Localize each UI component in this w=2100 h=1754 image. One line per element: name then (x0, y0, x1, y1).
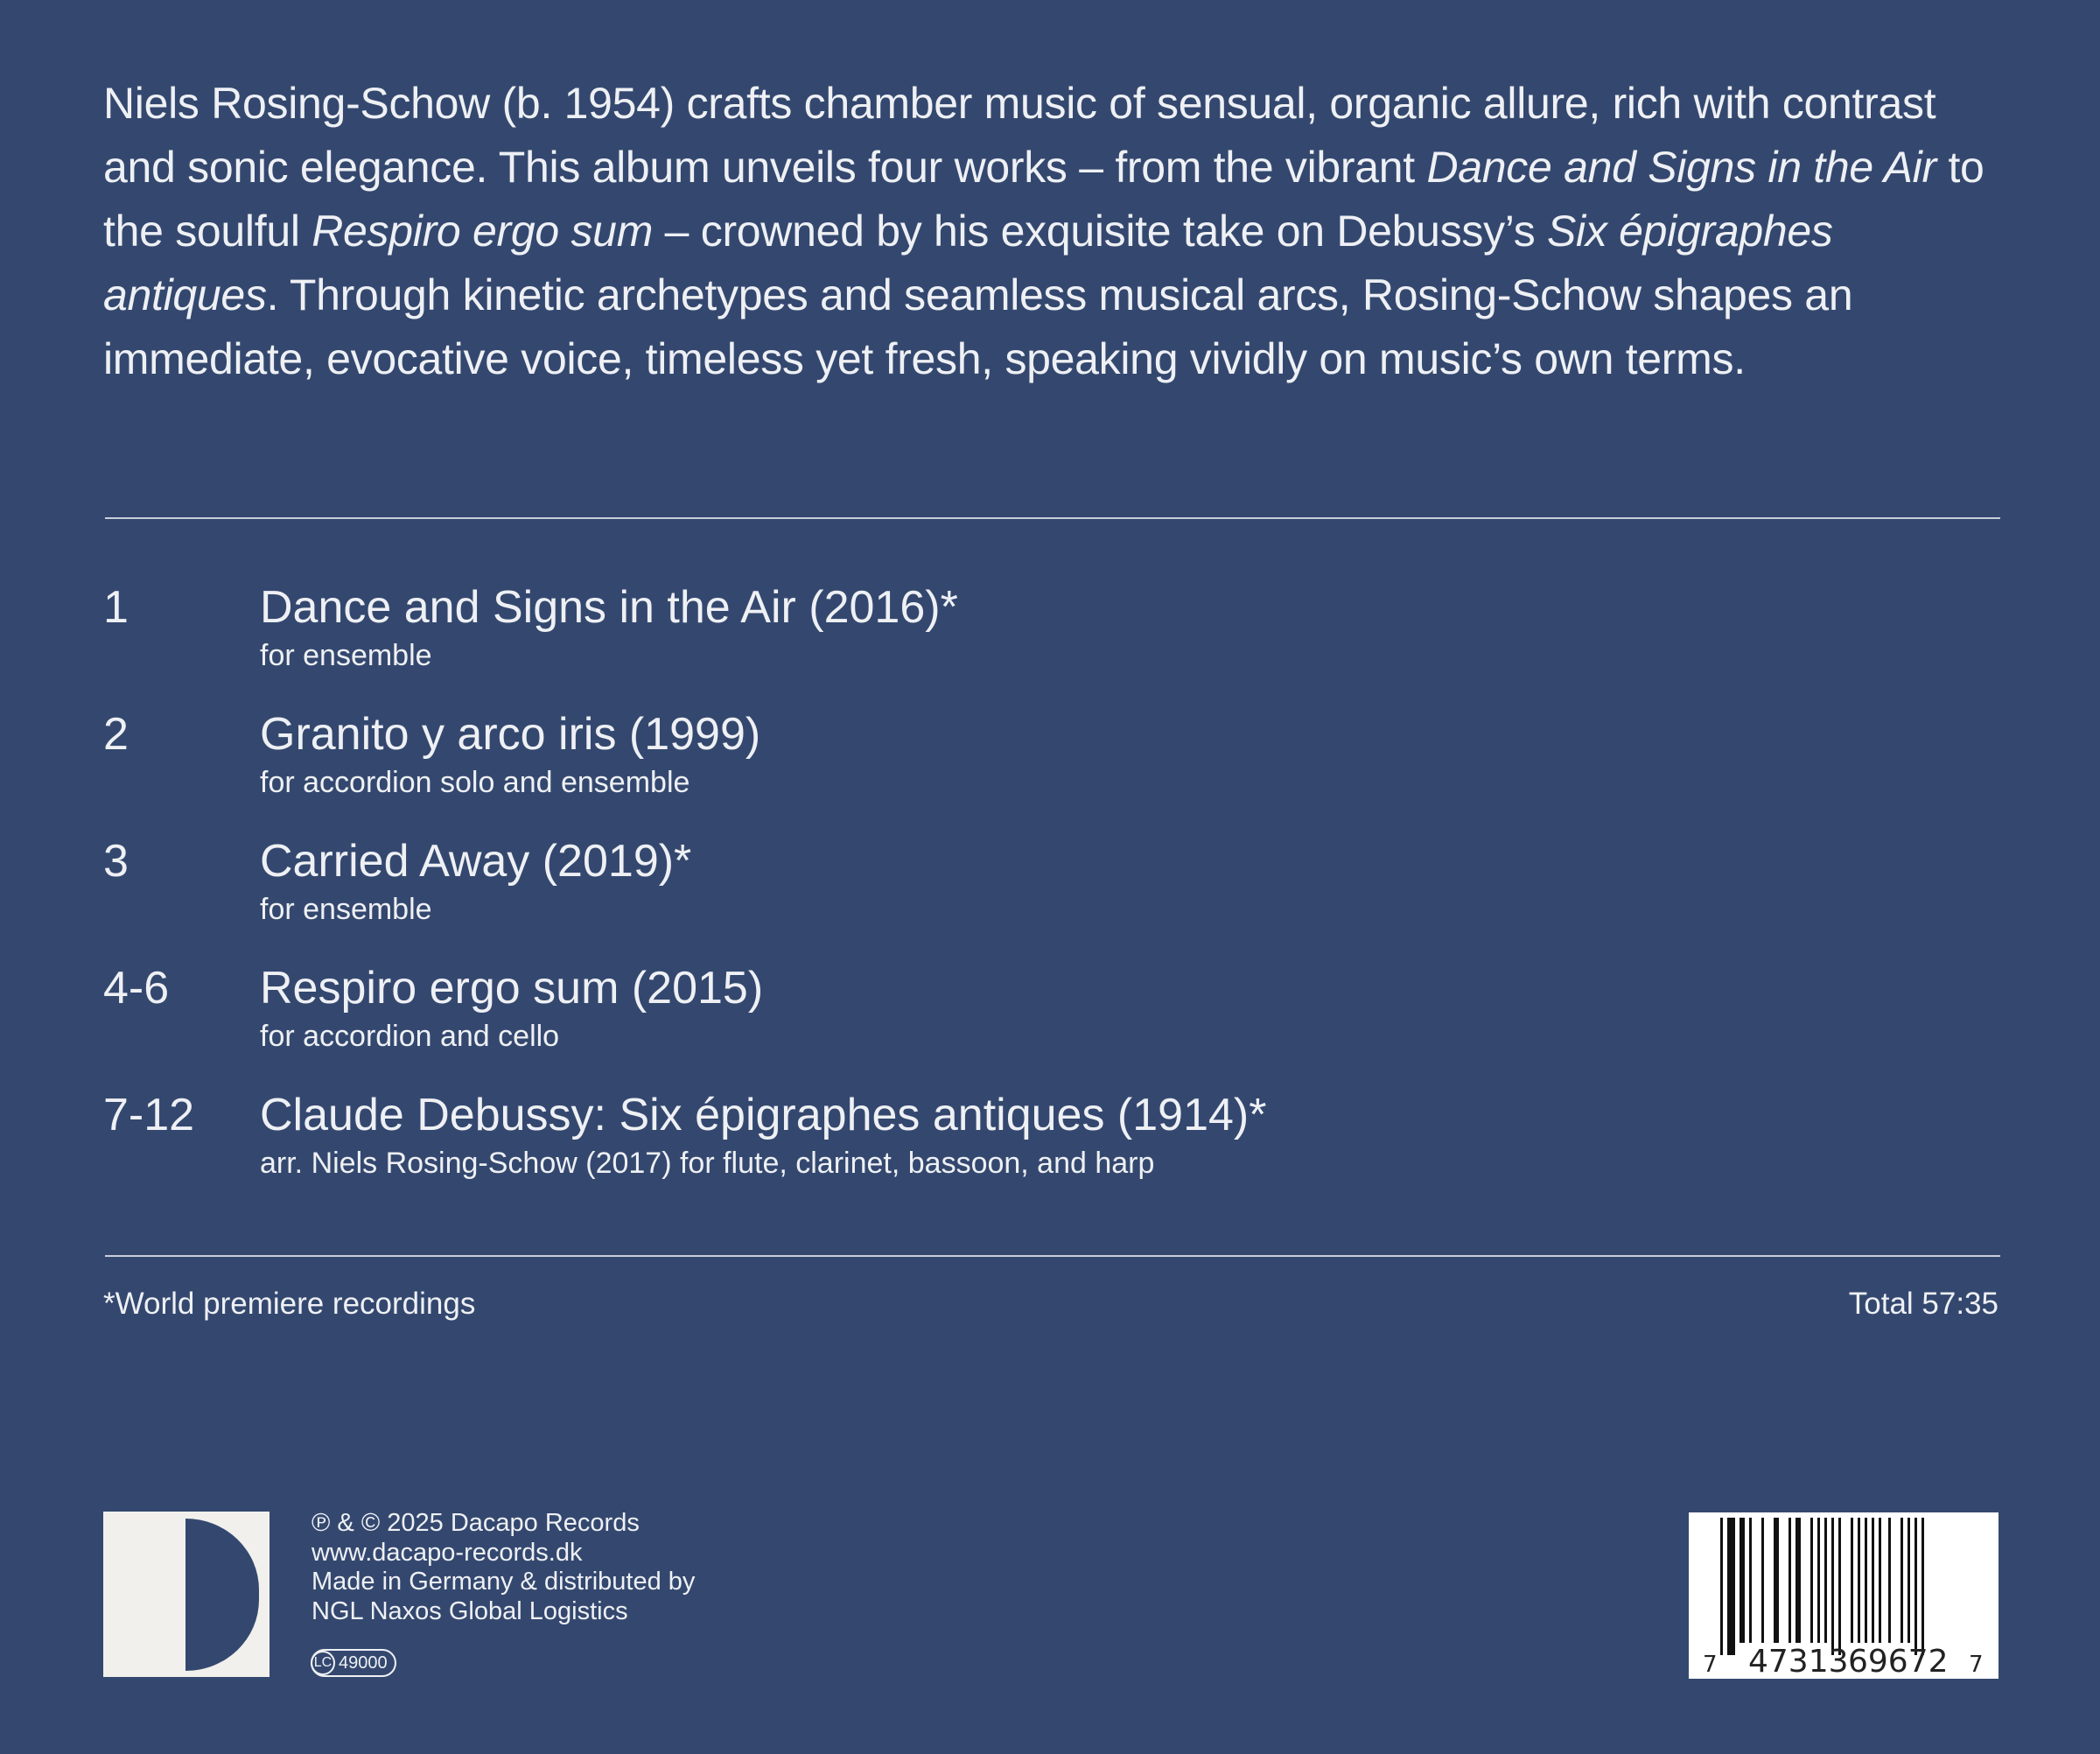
distributor: NGL Naxos Global Logistics (312, 1596, 628, 1625)
desc-italic: Dance and Signs in the Air (1426, 143, 1936, 192)
barcode-bar (1774, 1518, 1779, 1643)
desc-italic: Six épigraphes antiques (103, 207, 1833, 319)
barcode-bar (1810, 1518, 1813, 1643)
track-title: Respiro ergo sum (2015) (260, 963, 764, 1014)
logo-d-shape (186, 1519, 259, 1671)
distribution: Made in Germany & distributed by (312, 1568, 696, 1596)
barcode-bar (1824, 1518, 1827, 1643)
track-title: Claude Debussy: Six épigraphes antiques (1914)* (260, 1090, 1267, 1140)
barcode-bar (1727, 1518, 1735, 1655)
track-number: 4-6 (103, 963, 170, 1014)
label-code-badge (311, 1649, 396, 1677)
barcode-bar (1838, 1518, 1841, 1655)
lc-code: 49000 (339, 1652, 388, 1673)
barcode-bar (1740, 1518, 1745, 1643)
desc-text: – crowned by his exquisite take on Debussy’s (653, 207, 1547, 256)
barcode-digits: 7 (1969, 1652, 1984, 1678)
barcode-bar (1900, 1518, 1903, 1643)
track-instrumentation: for ensemble (260, 639, 432, 672)
barcode-bar (1888, 1518, 1891, 1643)
legal-info (312, 1509, 695, 1626)
track-instrumentation: arr. Niels Rosing-Schow (2017) for flute, clarinet, bassoon, and harp (260, 1147, 1155, 1180)
track-title: Granito y arco iris (1999) (260, 709, 761, 760)
barcode-bar (1858, 1518, 1860, 1643)
barcode-digits: 47313 (1748, 1644, 1849, 1679)
lc-icon: LC (311, 1651, 335, 1675)
barcode-bar (1851, 1518, 1853, 1643)
track-number: 3 (103, 836, 129, 887)
website: www.dacapo-records.dk (312, 1538, 583, 1567)
desc-italic: Respiro ergo sum (312, 207, 654, 256)
divider (105, 1255, 2000, 1257)
barcode (1689, 1512, 1998, 1679)
album-description (103, 72, 2020, 391)
desc-text: to the soulful (103, 143, 1984, 256)
barcode-bar (1796, 1518, 1801, 1643)
desc-text: Niels Rosing-Schow (b. 1954) crafts chamber music of sensual, organic allure, rich with contrast and sonic elegance. This album unveils four works – from the vibrant (103, 79, 1936, 192)
barcode-bar (1749, 1518, 1752, 1643)
track-number: 2 (103, 709, 129, 760)
track-title: Dance and Signs in the Air (2016)* (260, 582, 958, 633)
barcode-bar (1761, 1518, 1764, 1643)
total-duration: Total 57:35 (1848, 1287, 1998, 1321)
barcode-digits: 69672 (1848, 1644, 1949, 1679)
barcode-bar (1788, 1518, 1791, 1643)
barcode-bar (1817, 1518, 1820, 1643)
track-number: 1 (103, 582, 129, 633)
barcode-bar (1865, 1518, 1867, 1643)
barcode-bar (1908, 1518, 1910, 1643)
track-instrumentation: for accordion solo and ensemble (260, 766, 690, 799)
barcode-bars (1689, 1512, 1998, 1679)
barcode-digits: 7 (1703, 1652, 1718, 1678)
track-instrumentation: for accordion and cello (260, 1020, 560, 1053)
dacapo-logo (103, 1512, 270, 1677)
barcode-bar (1831, 1518, 1834, 1655)
copyright: ℗ & © 2025 Dacapo Records (312, 1509, 640, 1537)
desc-text: . Through kinetic archetypes and seamless musical arcs, Rosing-Schow shapes an immediate, evocative voice, timeless yet fresh, speaking vividly on music’s own terms. (103, 270, 1853, 383)
barcode-bar (1914, 1518, 1917, 1655)
barcode-bar (1720, 1518, 1723, 1655)
divider (105, 517, 2000, 519)
track-instrumentation: for ensemble (260, 893, 432, 926)
track-title: Carried Away (2019)* (260, 836, 692, 887)
barcode-bar (1879, 1518, 1881, 1643)
barcode-bar (1922, 1518, 1924, 1655)
barcode-bar (1872, 1518, 1874, 1643)
track-number: 7-12 (103, 1090, 195, 1140)
footnote: *World premiere recordings (103, 1287, 476, 1321)
